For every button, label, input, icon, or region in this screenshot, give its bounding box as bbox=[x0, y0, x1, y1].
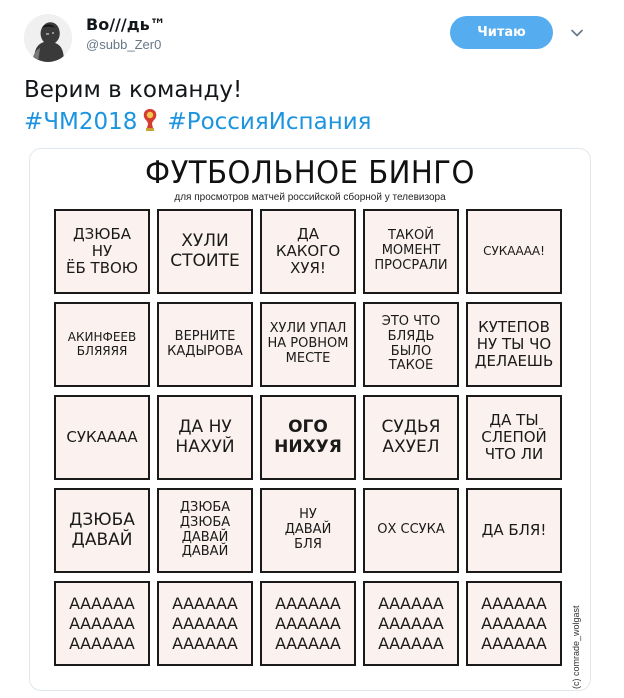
avatar-portrait-icon bbox=[24, 14, 72, 62]
bingo-title: ФУТБОЛЬНОЕ БИНГО bbox=[145, 155, 475, 191]
bingo-cell: ДА БЛЯ! bbox=[466, 488, 562, 573]
bingo-cell: ТАКОЙ МОМЕНТ ПРОСРАЛИ bbox=[363, 209, 459, 294]
hashtag-link[interactable]: #РоссияИспания bbox=[167, 109, 372, 135]
avatar[interactable] bbox=[24, 14, 72, 62]
bingo-subtitle: для просмотров матчей российской сборной у телевизора bbox=[174, 192, 446, 203]
bingo-cell: ДЗЮБА ДАВАЙ bbox=[54, 488, 150, 573]
bingo-cell: ЭТО ЧТО БЛЯДЬ БЫЛО ТАКОЕ bbox=[363, 302, 459, 387]
tweet-text-line: Верим в команду! bbox=[24, 77, 243, 103]
bingo-cell: ДА ТЫ СЛЕПОЙ ЧТО ЛИ bbox=[466, 395, 562, 480]
bingo-cell: АААААА АААААА АААААА bbox=[260, 581, 356, 666]
bingo-cell: НУ ДАВАЙ БЛЯ bbox=[260, 488, 356, 573]
bingo-cell: ВЕРНИТЕ КАДЫРОВА bbox=[157, 302, 253, 387]
tweet-image[interactable] bbox=[29, 148, 591, 691]
bingo-cell: ДА НУ НАХУЙ bbox=[157, 395, 253, 480]
bingo-cell: ДА КАКОГО ХУЯ! bbox=[260, 209, 356, 294]
tweet-hashtags bbox=[24, 106, 372, 138]
bingo-cell: ХУЛИ УПАЛ НА РОВНОМ МЕСТЕ bbox=[260, 302, 356, 387]
author-display-name[interactable]: Во///дь™ bbox=[86, 15, 166, 34]
bingo-cell: СУКАААА bbox=[54, 395, 150, 480]
bingo-cell: КУТЕПОВ НУ ТЫ ЧО ДЕЛАЕШЬ bbox=[466, 302, 562, 387]
bingo-cell: ОХ ССУКА bbox=[363, 488, 459, 573]
bingo-cell: СУКАААА! bbox=[466, 209, 562, 294]
bingo-cell: АААААА АААААА АААААА bbox=[54, 581, 150, 666]
author-handle[interactable]: @subb_Zer0 bbox=[86, 37, 162, 52]
bingo-cell: ХУЛИ СТОИТЕ bbox=[157, 209, 253, 294]
tweet-text bbox=[24, 74, 372, 138]
bingo-cell: ДЗЮБА НУ ЁБ ТВОЮ bbox=[54, 209, 150, 294]
bingo-cell: АААААА АААААА АААААА bbox=[363, 581, 459, 666]
hashtag-link[interactable]: #ЧМ2018 bbox=[24, 109, 138, 135]
bingo-cell: АААААА АААААА АААААА bbox=[466, 581, 562, 666]
bingo-cell: АААААА АААААА АААААА bbox=[157, 581, 253, 666]
image-credit: (c) comrade_wolgast bbox=[571, 605, 581, 689]
world-cup-trophy-icon bbox=[141, 108, 159, 132]
bingo-grid bbox=[54, 209, 562, 665]
bingo-cell: СУДЬЯ АХУЕЛ bbox=[363, 395, 459, 480]
follow-button[interactable]: Читаю bbox=[450, 16, 553, 49]
chevron-down-icon[interactable] bbox=[570, 26, 584, 40]
bingo-cell: АКИНФЕЕВ БЛЯЯЯЯ bbox=[54, 302, 150, 387]
bingo-cell: ДЗЮБА ДЗЮБА ДАВАЙ ДАВАЙ bbox=[157, 488, 253, 573]
bingo-cell: ОГО НИХУЯ bbox=[260, 395, 356, 480]
